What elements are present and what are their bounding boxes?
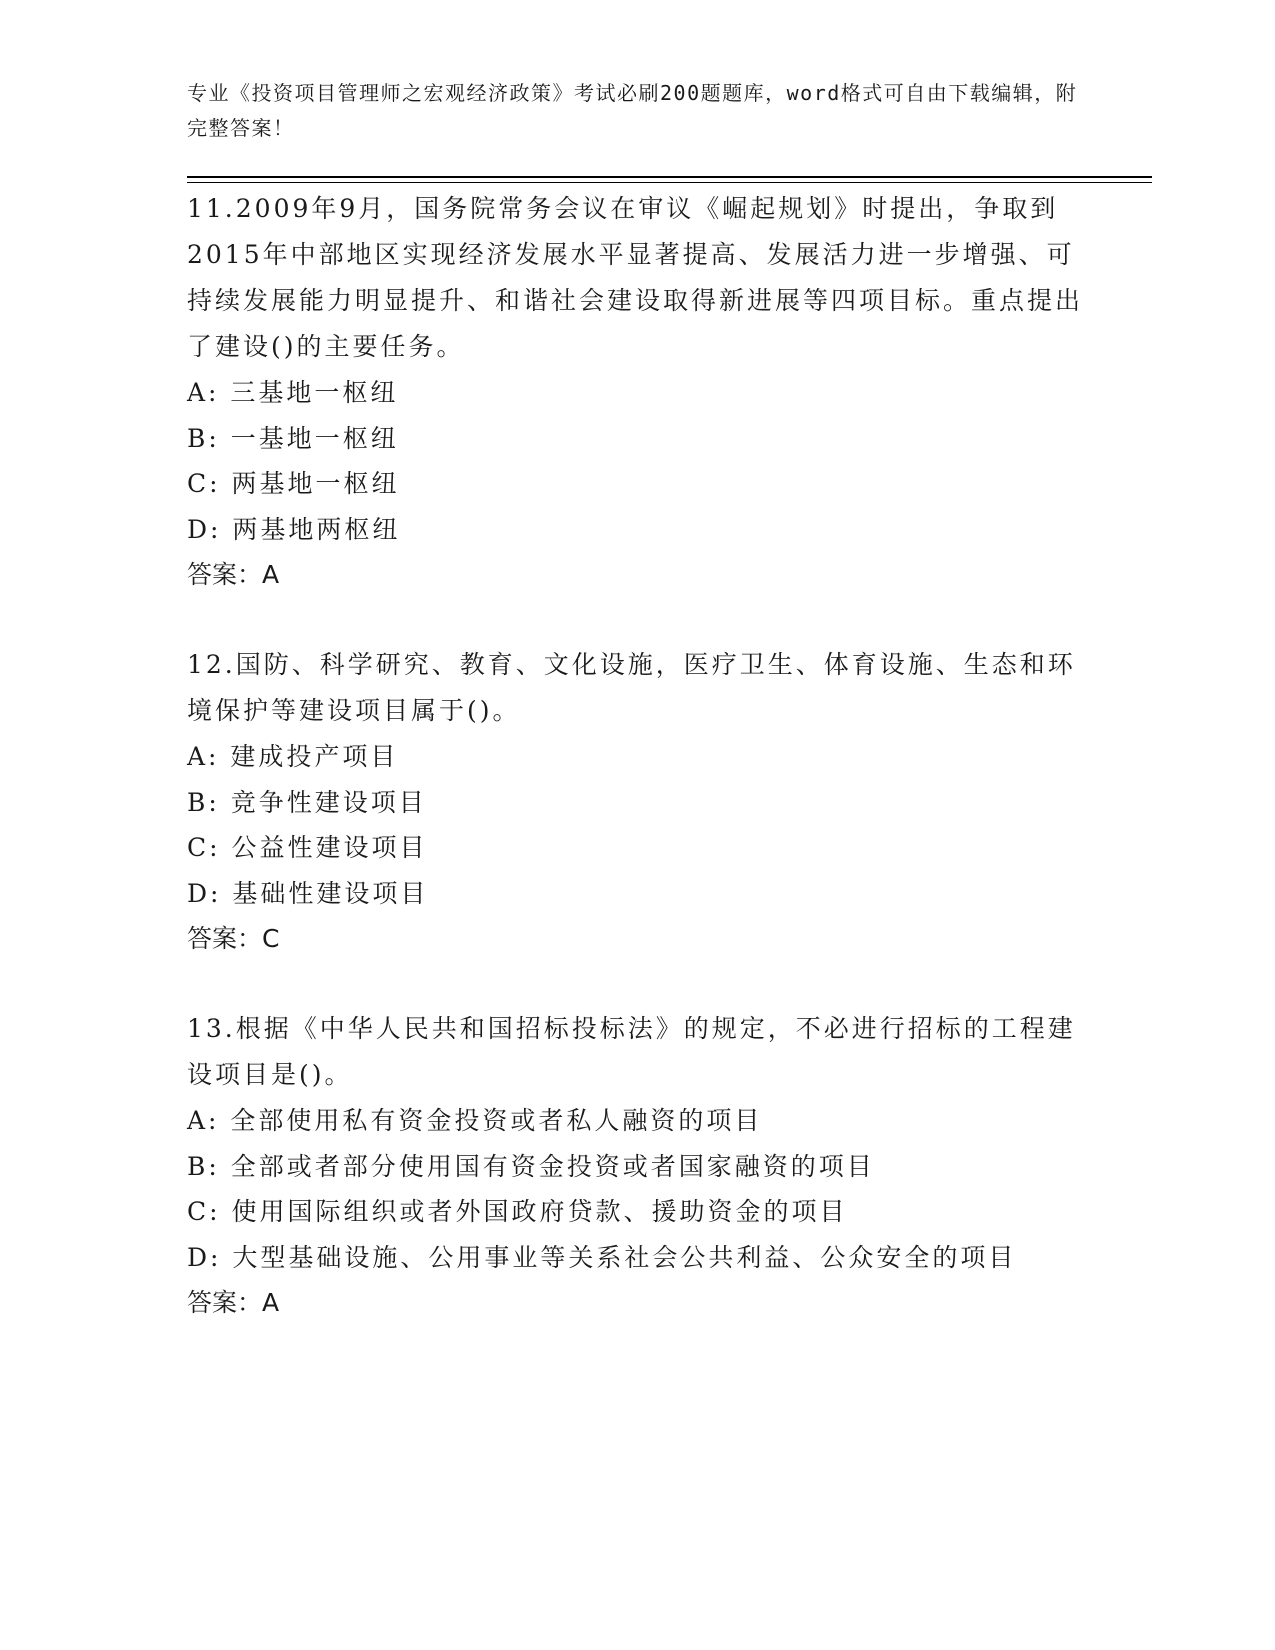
option-b: B: 一基地一枢纽 bbox=[187, 423, 399, 453]
answer-label: 答案：A bbox=[187, 1288, 280, 1317]
answer-label: 答案：A bbox=[187, 560, 280, 589]
question-list bbox=[187, 186, 1087, 1326]
question-stem: 13.根据《中华人民共和国招标投标法》的规定，不必进行招标的工程建设项目是()。 bbox=[187, 1014, 1076, 1089]
question-item bbox=[187, 642, 1087, 962]
question-spacer bbox=[187, 598, 1087, 642]
answer-label: 答案：C bbox=[187, 924, 280, 953]
option-d: D: 基础性建设项目 bbox=[187, 878, 429, 908]
question-stem: 12.国防、科学研究、教育、文化设施，医疗卫生、体育设施、生态和环境保护等建设项目属于()。 bbox=[187, 650, 1076, 725]
header-divider-thin bbox=[187, 182, 1152, 183]
option-b: B: 全部或者部分使用国有资金投资或者国家融资的项目 bbox=[187, 1151, 875, 1181]
question-spacer bbox=[187, 962, 1087, 1006]
option-c: C: 公益性建设项目 bbox=[187, 833, 428, 862]
option-d: D: 两基地两枢纽 bbox=[187, 514, 401, 544]
option-d: D: 大型基础设施、公用事业等关系社会公共利益、公众安全的项目 bbox=[187, 1242, 1017, 1272]
option-c: C: 两基地一枢纽 bbox=[187, 469, 400, 498]
option-b: B: 竞争性建设项目 bbox=[187, 787, 427, 817]
option-a: A: 建成投产项目 bbox=[187, 742, 399, 771]
option-a: A: 三基地一枢纽 bbox=[187, 378, 399, 407]
question-item bbox=[187, 186, 1087, 598]
question-stem: 11.2009年9月，国务院常务会议在审议《崛起规划》时提出，争取到2015年中部地区实现经济发展水平显著提高、发展活力进一步增强、可持续发展能力明显提升、和谐社会建设取得新进展等四项目标。重点提出了建设()的主要任务。 bbox=[187, 194, 1084, 361]
option-a: A: 全部使用私有资金投资或者私人融资的项目 bbox=[187, 1106, 763, 1135]
question-item bbox=[187, 1006, 1087, 1326]
document-header: 专业《投资项目管理师之宏观经济政策》考试必刷200题题库，word格式可自由下载编辑，附完整答案！ bbox=[187, 81, 1078, 140]
option-c: C: 使用国际组织或者外国政府贷款、援助资金的项目 bbox=[187, 1197, 848, 1226]
header-divider-thick bbox=[187, 176, 1152, 178]
